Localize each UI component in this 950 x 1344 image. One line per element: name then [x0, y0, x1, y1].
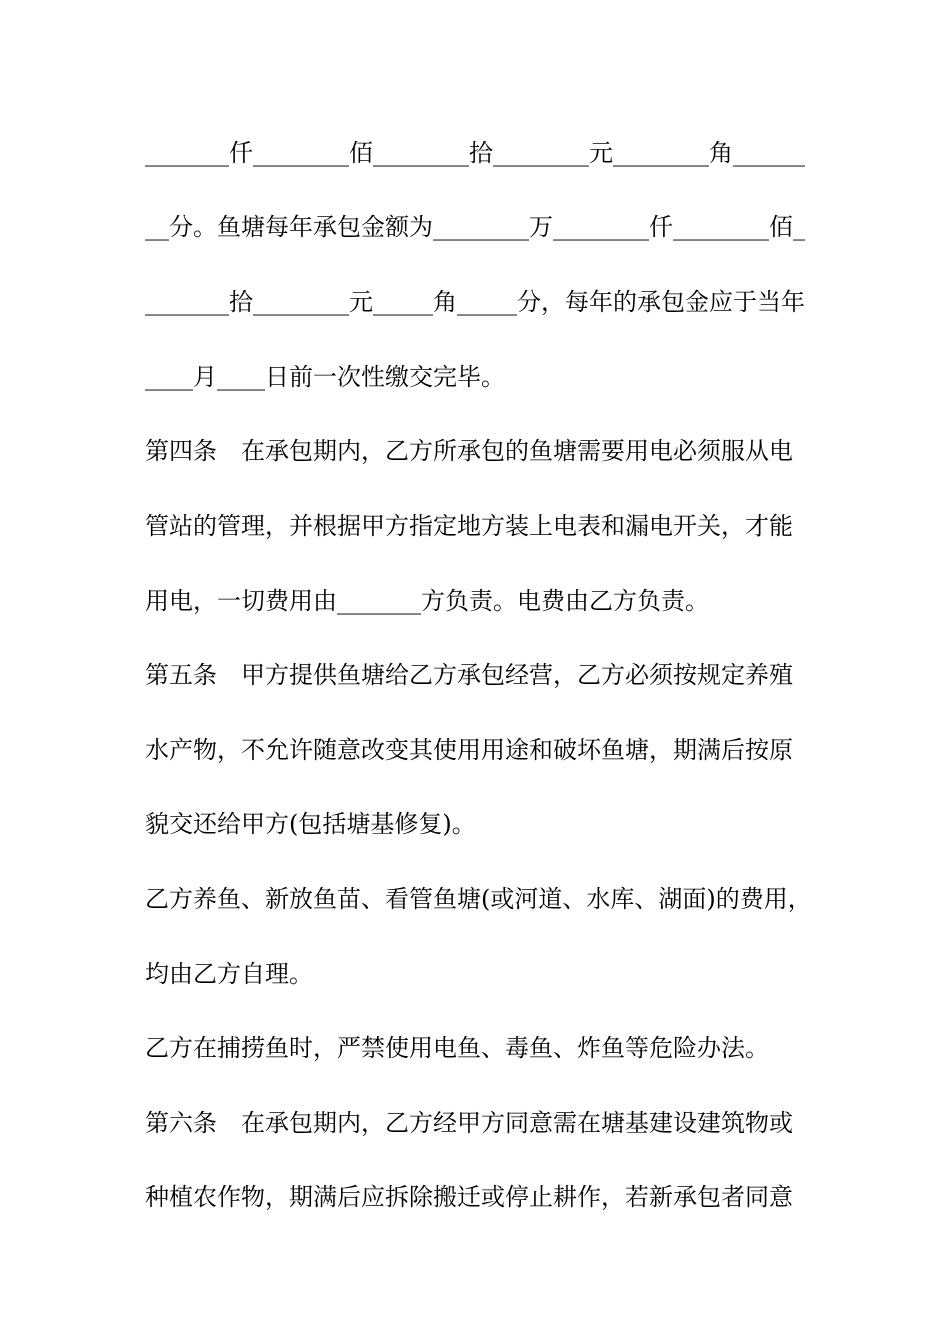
text-line: 种植农作物，期满后应拆除搬迁或停止耕作，若新承包者同意 — [145, 1183, 793, 1211]
text-line: 用电，一切费用由_______方负责。电费由乙方负责。 — [145, 587, 709, 615]
text-line: 乙方养鱼、新放鱼苗、看管鱼塘(或河道、水库、湖面)的费用， — [145, 885, 812, 913]
text-line: _______拾________元_____角_____分，每年的承包金应于当年 — [145, 288, 805, 316]
article-5-heading-line: 第五条 甲方提供鱼塘给乙方承包经营，乙方必须按规定养殖 — [145, 661, 793, 689]
text-line: _______仟________佰________拾________元________角______ — [145, 139, 805, 167]
text-line: 均由乙方自理。 — [145, 960, 313, 988]
article-4-heading-line: 第四条 在承包期内，乙方所承包的鱼塘需要用电必须服从电 — [145, 437, 793, 465]
article-6-heading-line: 第六条 在承包期内，乙方经甲方同意需在塘基建设建筑物或 — [145, 1109, 793, 1137]
text-line: ____月____日前一次性缴交完毕。 — [145, 363, 505, 391]
text-line: __分。鱼塘每年承包金额为________万________仟________佰_ — [145, 213, 805, 241]
text-line: 貌交还给甲方(包括塘基修复)。 — [145, 810, 476, 838]
text-line: 管站的管理，并根据甲方指定地方装上电表和漏电开关，才能 — [145, 512, 793, 540]
text-line: 水产物，不允许随意改变其使用用途和破坏鱼塘，期满后按原 — [145, 736, 793, 764]
text-line: 乙方在捕捞鱼时，严禁使用电鱼、毒鱼、炸鱼等危险办法。 — [145, 1034, 769, 1062]
